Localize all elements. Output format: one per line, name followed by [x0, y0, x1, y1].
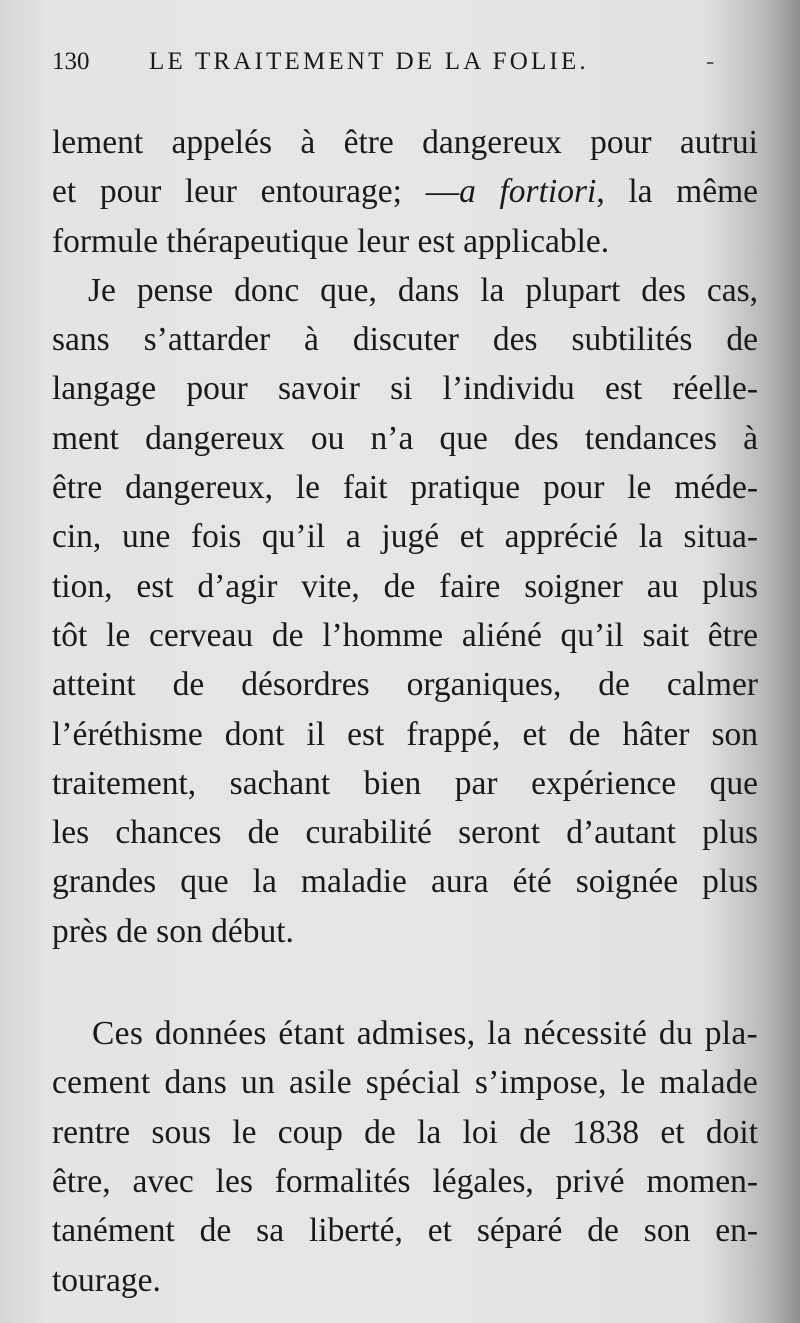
paragraph [52, 1009, 758, 1305]
text-line: Je pense donc que, dans la plupart des cas, [88, 271, 758, 309]
text-line: tourage. [52, 1261, 161, 1299]
text-line: ment dangereux ou n’a que des tendances à [52, 419, 758, 457]
text-line [52, 167, 758, 216]
text-line: grandes que la maladie aura été soignée plus [52, 863, 758, 901]
running-head-dash: - [706, 48, 718, 75]
text-line: l’éréthisme dont il est frappé, et de hâter son [52, 715, 758, 753]
text-line: les chances de curabilité seront d’autant plus [52, 814, 758, 852]
text-line: près de son début. [52, 912, 294, 950]
paragraph [52, 266, 758, 956]
text-line: tion, est d’agir vite, de faire soigner au plus [52, 567, 758, 605]
running-head [52, 48, 732, 82]
text-line: tôt le cerveau de l’homme aliéné qu’il sait être [52, 616, 758, 654]
running-title: LE TRAITEMENT DE LA FOLIE. [149, 48, 589, 75]
text-line: être, avec les formalités légales, privé momen- [52, 1162, 758, 1200]
text-line: atteint de désordres organiques, de calmer [52, 666, 758, 704]
text-run: , la même [596, 173, 758, 211]
text-line: sans s’attarder à discuter des subtilités de [52, 321, 758, 359]
text-line: cement dans un asile spécial s’impose, le malade [52, 1064, 758, 1102]
text-line: tanément de sa liberté, et séparé de son en- [52, 1212, 758, 1250]
italic-phrase: a fortiori [459, 173, 597, 211]
paragraph-gap [52, 956, 758, 1009]
text-line: être dangereux, le fait pratique pour le méde- [52, 469, 758, 507]
page-number: 130 [52, 48, 90, 75]
text-line: lement appelés à être dangereux pour autrui [52, 124, 758, 161]
text-line: cin, une fois qu’il a jugé et apprécié la situa- [52, 518, 758, 556]
text-line: rentre sous le coup de la loi de 1838 et doit [52, 1113, 758, 1151]
body-text [52, 118, 758, 1305]
text-line: traitement, sachant bien par expérience que [52, 764, 758, 802]
text-line: Ces données étant admises, la nécessité du pla- [92, 1015, 758, 1053]
text-line: formule thérapeutique leur est applicable. [52, 222, 610, 260]
paragraph-continued [52, 118, 758, 266]
text-line: langage pour savoir si l’individu est réelle- [52, 370, 758, 408]
text-run: et pour leur entourage; — [52, 173, 460, 211]
